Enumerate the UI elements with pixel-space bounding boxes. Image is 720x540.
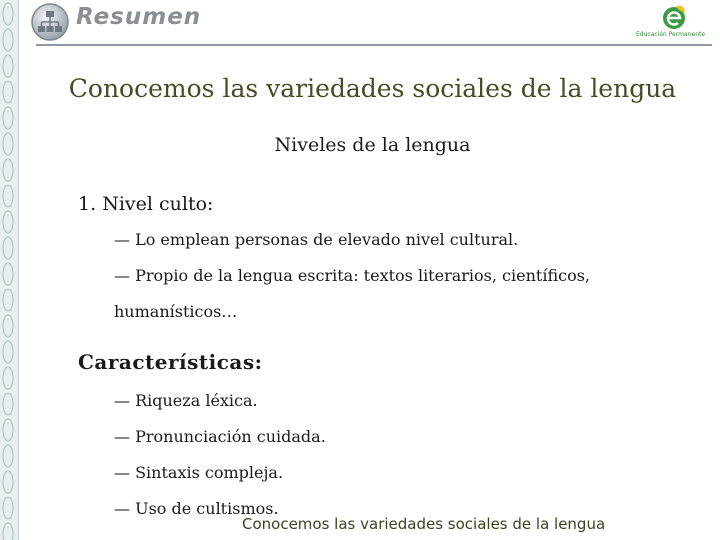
header-title: Resumen <box>76 4 202 30</box>
logo-text: Educación Permanente <box>636 31 706 38</box>
section-heading-colon: : <box>207 193 214 215</box>
bullet-item: humanísticos… <box>114 302 238 321</box>
bullet-item: — Sintaxis compleja. <box>114 463 284 482</box>
bullet-item: — Riqueza léxica. <box>114 391 258 410</box>
bullet-item: — Pronunciación cuidada. <box>114 427 326 446</box>
bullet-item: — Lo emplean personas de elevado nivel cultural. <box>114 230 519 249</box>
educacion-permanente-logo-icon <box>636 4 712 44</box>
bullet-item: — Uso de cultismos. <box>114 499 279 518</box>
section-heading-nivel-culto <box>78 193 213 215</box>
footer-text: Conocemos las variedades sociales de la lengua <box>242 515 606 533</box>
subtitle: Niveles de la lengua <box>274 134 471 156</box>
main-title: Conocemos las variedades sociales de la lengua <box>68 74 677 103</box>
section-heading-text: Nivel culto <box>102 193 208 215</box>
section-number: 1. <box>78 193 97 215</box>
characteristics-heading: Características: <box>78 350 263 374</box>
network-diagram-icon <box>30 2 70 42</box>
header-divider <box>36 44 712 46</box>
bullet-item: — Propio de la lengua escrita: textos literarios, científicos, <box>114 266 591 285</box>
